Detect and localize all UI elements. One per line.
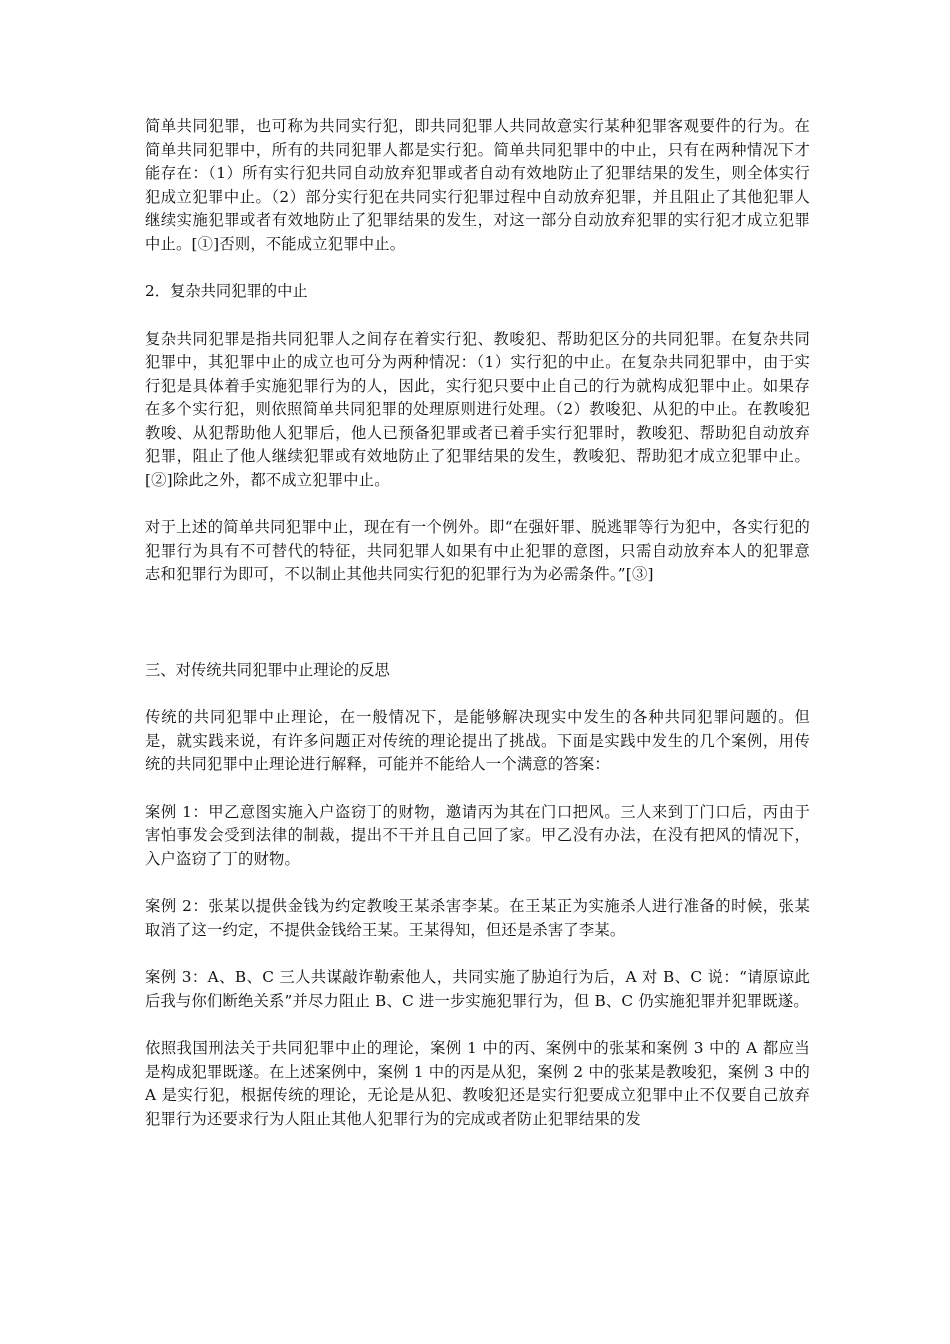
paragraph-complex-joint-crime: 复杂共同犯罪是指共同犯罪人之间存在着实行犯、教唆犯、帮助犯区分的共同犯罪。在复杂共同犯罪中，其犯罪中止的成立也可分为两种情况：（1）实行犯的中止。在复杂共同犯罪中，由于实行犯是具体着手实施犯罪行为的人，因此，实行犯只要中止自己的行为就构成犯罪中止。如果存在多个实行犯，则依照简单共同犯罪的处理原则进行处理。（2）教唆犯、从犯的中止。在教唆犯教唆、从犯帮助他人犯罪后，他人已预备犯罪或者已着手实行犯罪时，教唆犯、帮助犯自动放弃犯罪，阻止了他人继续犯罪或有效地防止了犯罪结果的发生，教唆犯、帮助犯才成立犯罪中止。[②]除此之外，都不成立犯罪中止。 xyxy=(145,329,810,489)
paragraph-analysis: 依照我国刑法关于共同犯罪中止的理论，案例 1 中的丙、案例中的张某和案例 3 中的 A 都应当是构成犯罪既遂。在上述案例中，案例 1 中的丙是从犯，案例 2 中的张某是教唆犯，案例 3 中的 A 是实行犯，根据传统的理论，无论是从犯、教唆犯还是实行犯要成立犯罪中止不仅要自己放弃犯罪行为还要求行为人阻止其他人犯罪行为的完成或者防止犯罪结果的发 xyxy=(145,1039,810,1128)
paragraph-case-3: 案例 3：A、B、C 三人共谋敲诈勒索他人，共同实施了胁迫行为后，A 对 B、C 说：“请原谅此后我与你们断绝关系”并尽力阻止 B、C 进一步实施犯罪行为，但 B、C 仍实施犯罪并犯罪既遂。 xyxy=(145,968,810,1010)
paragraph-exception: 对于上述的简单共同犯罪中止，现在有一个例外。即“在强奸罪、脱逃罪等行为犯中，各实行犯的犯罪行为具有不可替代的特征，共同犯罪人如果有中止犯罪的意图，只需自动放弃本人的犯罪意志和犯罪行为即可，不以制止其他共同实行犯的犯罪行为为必需条件。”[③] xyxy=(145,518,810,583)
paragraph-case-2: 案例 2：张某以提供金钱为约定教唆王某杀害李某。在王某正为实施杀人进行准备的时候，张某取消了这一约定，不提供金钱给王某。王某得知，但还是杀害了李某。 xyxy=(145,897,810,939)
paragraph-simple-joint-crime: 简单共同犯罪，也可称为共同实行犯，即共同犯罪人共同故意实行某种犯罪客观要件的行为。在简单共同犯罪中，所有的共同犯罪人都是实行犯。简单共同犯罪中的中止，只有在两种情况下才能存在：（1）所有实行犯共同自动放弃犯罪或者自动有效地防止了犯罪结果的发生，则全体实行犯成立犯罪中止。（2）部分实行犯在共同实行犯罪过程中自动放弃犯罪，并且阻止了其他犯罪人继续实施犯罪或者有效地防止了犯罪结果的发生，对这一部分自动放弃犯罪的实行犯才成立犯罪中止。[①]否则，不能成立犯罪中止。 xyxy=(145,117,810,253)
paragraph-case-1: 案例 1：甲乙意图实施入户盗窃丁的财物，邀请丙为其在门口把风。三人来到丁门口后，丙由于害怕事发会受到法律的制裁，提出不干并且自己回了家。甲乙没有办法，在没有把风的情况下，入户盗窃了丁的财物。 xyxy=(145,802,810,868)
heading-complex-joint-crime: 2．复杂共同犯罪的中止 xyxy=(145,282,308,300)
paragraph-traditional-theory: 传统的共同犯罪中止理论，在一般情况下，是能够解决现实中发生的各种共同犯罪问题的。但是，就实践来说，有许多问题正对传统的理论提出了挑战。下面是实践中发生的几个案例，用传统的共同犯罪中止理论进行解释，可能并不能给人一个满意的答案： xyxy=(145,708,810,773)
section-heading-reflection: 三、对传统共同犯罪中止理论的反思 xyxy=(145,660,390,679)
document-page xyxy=(145,115,810,1131)
